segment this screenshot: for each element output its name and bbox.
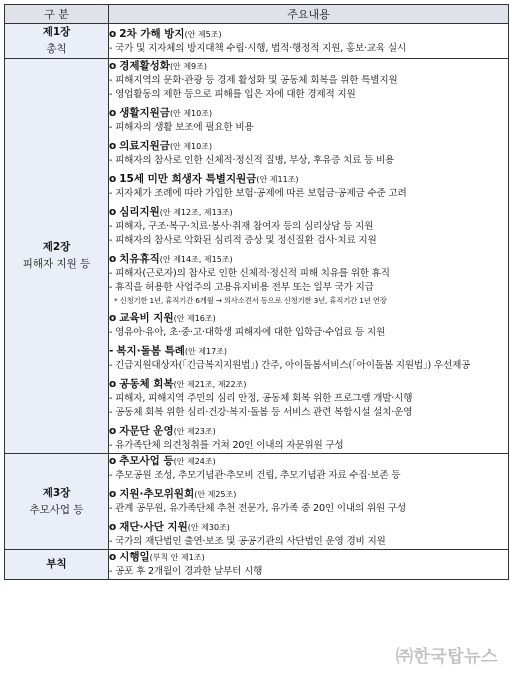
provision-title: 자문단 운영 xyxy=(119,425,174,437)
provision-description: - 공동체 회복 위한 심리·건강·복지·돌봄 등 서비스 관련 복합시설 설치·운영 xyxy=(109,407,413,418)
law-summary-table xyxy=(4,4,509,580)
provision-item xyxy=(109,59,508,102)
section-title: 추모사업 등 xyxy=(29,503,84,516)
provision-heading xyxy=(109,27,508,42)
provision-heading xyxy=(109,344,508,359)
provision-title: 치유휴직 xyxy=(119,253,160,265)
article-reference: (안 제17조) xyxy=(184,347,228,356)
provision-heading xyxy=(109,172,508,187)
bullet-icon: o xyxy=(109,60,117,72)
section-chapter: 제1장 xyxy=(42,26,71,38)
section-name-cell xyxy=(5,24,109,59)
provision-heading xyxy=(109,139,508,154)
provision-description: - 관계 공무원, 유가족단체 추천 전문가, 유가족 중 20인 이내의 위원 구성 xyxy=(109,503,406,514)
article-reference: (안 제30조) xyxy=(187,523,230,532)
provision-title: 경제활성화 xyxy=(119,60,170,72)
bullet-icon: o xyxy=(109,27,117,40)
bullet-icon: o xyxy=(109,521,117,533)
provision-title: 시행일 xyxy=(119,551,150,563)
provision-description: - 피해자의 참사로 악화된 심리적 증상 및 정신질환 검사·치료 지원 xyxy=(109,235,377,246)
provision-description: - 영업활동의 제한 등으로 피해를 입은 자에 대한 경제적 지원 xyxy=(109,89,356,100)
provision-heading xyxy=(109,377,508,392)
provision-description: - 피해자, 구조·복구·치료·봉사·취재 참여자 등의 심리상담 등 지원 xyxy=(109,221,374,232)
section-title: 피해자 지원 등 xyxy=(22,258,91,270)
section-name-cell xyxy=(5,59,109,454)
provision-heading xyxy=(109,454,508,469)
provision-item xyxy=(109,252,508,307)
section-chapter: 제2장 xyxy=(42,241,71,253)
article-reference: (안 제9조) xyxy=(169,62,207,71)
provision-title: 2차 가해 방지 xyxy=(119,27,185,40)
provision-description: - 휴직을 허용한 사업주의 고용유지비용 전부 또는 일부 국가 지급 xyxy=(109,282,374,293)
provision-title: 15세 미만 희생자 특별지원금 xyxy=(119,173,257,185)
provision-heading xyxy=(109,487,508,502)
article-reference: (안 제23조) xyxy=(173,427,216,436)
provision-heading xyxy=(109,106,508,121)
bullet-icon: o xyxy=(109,551,117,563)
provision-title: 교육비 지원 xyxy=(119,312,174,324)
provision-description: - 피해자, 피해지역 주민의 심리 안정, 공동체 회복 위한 프로그램 개발·시행 xyxy=(109,393,413,404)
section-row xyxy=(5,454,509,550)
provision-title: 재단·사단 지원 xyxy=(119,521,188,533)
article-reference: (안 제11조) xyxy=(256,175,299,184)
section-name-cell xyxy=(5,454,109,550)
provision-title: 공동체 회복 xyxy=(119,378,174,390)
header-category: 구 분 xyxy=(5,5,109,24)
section-content-cell xyxy=(109,24,509,59)
article-reference: (안 제16조) xyxy=(173,314,216,323)
section-content-cell xyxy=(109,550,509,580)
provision-description: - 영유아·유아, 초·중·고·대학생 피해자에 대한 입학금·수업료 등 지원 xyxy=(109,327,386,338)
header-content: 주요내용 xyxy=(109,5,509,24)
provision-title: 추모사업 등 xyxy=(119,455,174,467)
bullet-icon: o xyxy=(109,312,117,324)
provision-item xyxy=(109,550,508,579)
section-name-cell xyxy=(5,550,109,580)
provision-description: - 피해자의 참사로 인한 신체적·정신적 질병, 부상, 후유증 치료 등 비용 xyxy=(109,155,395,166)
provision-heading xyxy=(109,520,508,535)
provision-description: - 지자체가 조례에 따라 가입한 보험·공제에 따른 보험금·공제금 수준 고려 xyxy=(109,188,407,199)
section-row xyxy=(5,24,509,59)
provision-item xyxy=(109,311,508,340)
provision-title: 심리지원 xyxy=(119,206,160,218)
bullet-icon: o xyxy=(109,206,117,218)
section-row xyxy=(5,550,509,580)
article-reference: (안 제25조) xyxy=(194,490,237,499)
bullet-icon: o xyxy=(109,173,117,185)
section-chapter: 제3장 xyxy=(42,486,71,499)
provision-item xyxy=(109,424,508,453)
section-title: 총칙 xyxy=(46,43,67,55)
section-chapter: 부칙 xyxy=(46,558,67,570)
provision-heading xyxy=(109,59,508,74)
provision-item xyxy=(109,487,508,516)
provision-description: - 공포 후 2개월이 경과한 날부터 시행 xyxy=(109,566,263,577)
provision-item xyxy=(109,520,508,549)
article-reference: (안 제21조, 제22조) xyxy=(173,380,247,389)
section-content-cell xyxy=(109,59,509,454)
provision-description: - 유가족단체 의견청취를 거쳐 20인 이내의 자문위원 구성 xyxy=(109,440,344,451)
provision-description: - 긴급지원대상자(「긴급복지지원법」) 간주, 아이돌봄서비스(「아이돌봄 지원법」) 우선제공 xyxy=(109,360,471,371)
article-reference: (부칙 안 제1조) xyxy=(149,553,205,562)
article-reference: (안 제12조, 제13조) xyxy=(159,208,233,217)
section-content-cell xyxy=(109,454,509,550)
provision-item xyxy=(109,172,508,201)
bullet-icon: o xyxy=(109,140,117,152)
provision-description: - 국가의 재단법인 출연·보조 및 공공기관의 사단법인 운영 경비 지원 xyxy=(109,536,386,547)
provision-item xyxy=(109,106,508,135)
provision-title: 복지·돌봄 특례 xyxy=(116,345,185,357)
provision-description: - 국가 및 지자체의 방지대책 수립·시행, 법적·행정적 지원, 홍보·교육 실시 xyxy=(109,42,407,54)
provision-description: - 피해자의 생활 보조에 필요한 비용 xyxy=(109,122,254,133)
provision-item xyxy=(109,205,508,248)
provision-title: 지원·추모위원회 xyxy=(119,488,195,500)
provision-description: - 추모공원 조성, 추모기념관·추모비 건립, 추모기념관 자료 수집·보존 등 xyxy=(109,470,401,481)
provision-item xyxy=(109,377,508,420)
provision-heading xyxy=(109,424,508,439)
news-watermark: ㈜한국탑뉴스 xyxy=(395,647,498,667)
bullet-icon: o xyxy=(109,378,117,390)
bullet-icon: o xyxy=(109,253,117,265)
provision-title: 의료지원금 xyxy=(119,140,170,152)
provision-description: - 피해지역의 문화·관광 등 경제 활성화 및 공동체 회복을 위한 특별지원 xyxy=(109,75,398,86)
bullet-icon: o xyxy=(109,107,117,119)
provision-heading xyxy=(109,205,508,220)
provision-heading xyxy=(109,550,508,565)
article-reference: (안 제10조) xyxy=(169,109,213,118)
article-reference: (안 제24조) xyxy=(173,457,216,466)
provision-item xyxy=(109,454,508,483)
article-reference: (안 제5조) xyxy=(184,29,222,39)
article-reference: (안 제14조, 제15조) xyxy=(159,255,233,264)
provision-item xyxy=(109,344,508,373)
provision-heading xyxy=(109,252,508,267)
provision-heading xyxy=(109,311,508,326)
bullet-icon: o xyxy=(109,425,117,437)
bullet-icon: - xyxy=(109,345,114,357)
provision-note: * 신청기한 1년, 휴직기간 6개월 → 의사소견서 등으로 신청기한 3년, 휴직기간 1년 연장 xyxy=(114,296,387,305)
bullet-icon: o xyxy=(109,488,117,500)
provision-description: - 피해자(근로자)의 참사로 인한 신체적·정신적 피해 치유를 위한 휴직 xyxy=(109,268,390,279)
article-reference: (안 제10조) xyxy=(169,142,213,151)
provision-title: 생활지원금 xyxy=(119,107,170,119)
header-row xyxy=(5,5,509,24)
provision-item xyxy=(109,27,508,56)
provision-item xyxy=(109,139,508,168)
bullet-icon: o xyxy=(109,455,117,467)
section-row xyxy=(5,59,509,454)
